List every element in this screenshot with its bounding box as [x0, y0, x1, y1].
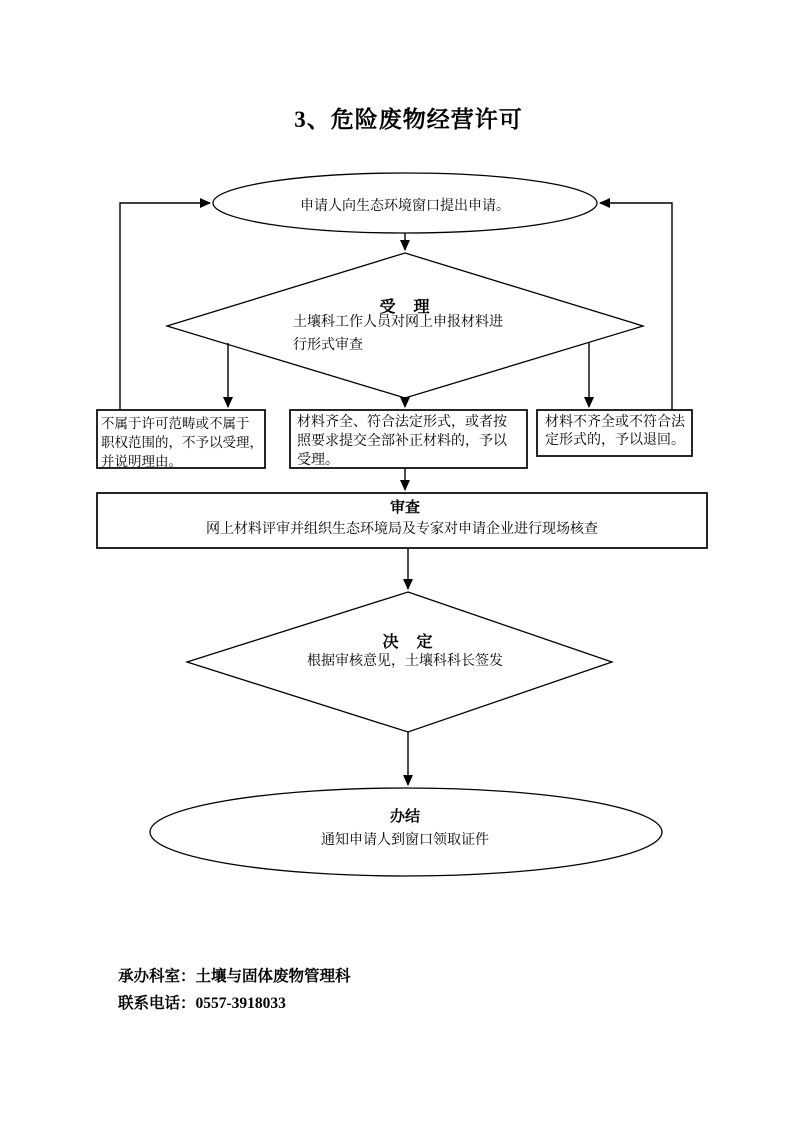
not-accepted-line: 不属于许可范畴或不属于	[101, 416, 250, 431]
accept-body-line: 土壤科工作人员对网上申报材料进	[293, 315, 503, 330]
review-box-body: 网上材料评审并组织生态环境局及专家对申请企业进行现场核查	[206, 522, 598, 537]
footer-department: 承办科室：土壤与固体废物管理科	[118, 968, 351, 985]
accept-diamond-title: 受 理	[379, 299, 431, 316]
finish-ellipse-title: 办结	[389, 809, 420, 825]
not-accepted-line: 并说明理由。	[101, 454, 182, 469]
returned-line: 材料不齐全或不符合法	[545, 415, 685, 430]
review-box-title: 审查	[389, 500, 420, 516]
page-title: 3、危险废物经营许可	[294, 107, 523, 132]
accepted-line: 受理。	[297, 453, 339, 468]
decision-diamond-title: 决 定	[382, 634, 434, 651]
returned-line: 定形式的，予以退回。	[545, 433, 685, 448]
accept-diamond-body	[293, 311, 503, 357]
accepted-line: 照要求提交全部补正材料的，予以	[297, 434, 507, 449]
not-accepted-line: 职权范围的，不予以受理，	[101, 435, 263, 450]
finish-ellipse-body: 通知申请人到窗口领取证件	[321, 833, 489, 848]
footer-phone: 联系电话：0557-3918033	[118, 995, 286, 1012]
arrow-returned-back-to-start	[600, 203, 672, 410]
arrow-not-accepted-back-to-start	[120, 203, 210, 410]
accepted-box-label	[297, 413, 507, 470]
accept-body-line: 行形式审查	[293, 338, 363, 353]
decision-diamond-body: 根据审核意见，土壤科科长签发	[307, 654, 503, 669]
returned-box-label	[545, 414, 685, 450]
not-accepted-box-label	[101, 414, 263, 471]
footer	[118, 963, 351, 1017]
start-ellipse-label: 申请人向生态环境窗口提出申请。	[300, 199, 510, 214]
accepted-line: 材料齐全、符合法定形式，或者按	[297, 415, 507, 430]
